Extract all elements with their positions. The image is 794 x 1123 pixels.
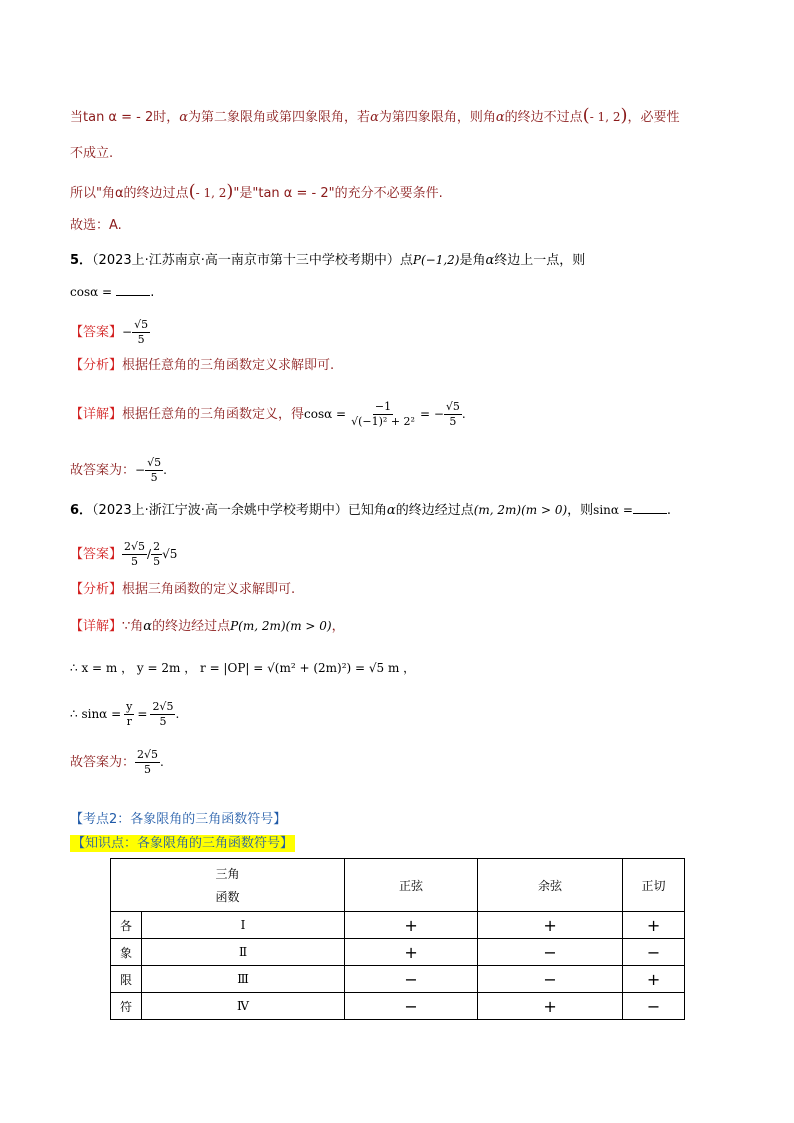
q5-stem xyxy=(70,250,585,271)
alpha-symbol: α xyxy=(485,253,495,268)
final-fraction xyxy=(145,456,163,485)
fraction-denominator: 5 xyxy=(449,415,457,428)
fraction-numerator: √5 xyxy=(445,400,460,413)
column-header-sine: 正弦 xyxy=(345,859,478,912)
column-header-cosine: 余弦 xyxy=(478,859,623,912)
answer-fraction xyxy=(132,318,150,347)
result-fraction xyxy=(444,400,462,429)
sign-cell: + xyxy=(478,912,623,939)
text-segment: 为第四象限角，则角 xyxy=(378,110,496,125)
q5-answer xyxy=(70,318,150,347)
alt-fraction xyxy=(151,540,162,569)
point-label: P(m, 2m)(m > 0) xyxy=(230,619,332,633)
detail-text: ∵角 xyxy=(122,619,144,634)
column-header-tangent: 正切 xyxy=(623,859,685,912)
y-over-r xyxy=(124,700,134,729)
sign-cell: − xyxy=(478,966,623,993)
sign-cell: − xyxy=(478,939,623,966)
corner-top-text: 三角 xyxy=(215,867,240,881)
sqrt5-tail: √5 xyxy=(162,547,178,561)
quadrant-label: Ⅰ xyxy=(142,912,345,939)
sign-cell: + xyxy=(345,939,478,966)
q5-detail: 【详解】根据任意角的三角函数定义，得cosα = $\frac{-1}{\text{√(−1)² + 2²}}$ = − $\frac{√5}{5}$ . xyxy=(70,400,466,428)
answer-tag: 【答案】 xyxy=(70,325,123,340)
cos-alpha-label: cosα = xyxy=(304,407,347,421)
table-row xyxy=(111,912,685,939)
answer-blank xyxy=(116,283,150,296)
choice-line: 故选：A. xyxy=(70,218,122,233)
sign-cell: − xyxy=(623,993,685,1020)
minus-sign: − xyxy=(122,325,133,339)
fraction-denominator: 5 xyxy=(150,471,158,484)
trig-sign-table xyxy=(110,858,685,1020)
sign-cell: − xyxy=(345,993,478,1020)
table-row xyxy=(111,993,685,1020)
fraction-denominator: √(−1)² + 2² xyxy=(351,415,415,428)
sin-alpha-label: ∴ sinα = xyxy=(70,707,122,721)
analysis-text: 根据三角函数的定义求解即可. xyxy=(122,582,296,597)
side-char: 符 xyxy=(111,993,142,1020)
continuation-line-3 xyxy=(70,182,443,204)
table-header-row xyxy=(111,859,685,912)
sign-cell: − xyxy=(345,966,478,993)
q6-step-2: ∴ sinα = $\frac{y}{r}$ = $\frac{2√5}{5}$ . xyxy=(70,700,180,728)
sign-cell: − xyxy=(623,939,685,966)
point-coordinates: - 1, 2 xyxy=(195,186,227,200)
table-corner-cell xyxy=(111,859,345,912)
q5-analysis xyxy=(70,356,334,376)
table-row xyxy=(111,939,685,966)
sign-cell: + xyxy=(623,966,685,993)
analysis-text: 根据任意角的三角函数定义求解即可. xyxy=(122,358,335,373)
fraction-denominator: 5 xyxy=(159,715,167,728)
alpha-symbol: α xyxy=(143,619,153,634)
fraction-denominator: 5 xyxy=(137,333,145,346)
fraction-numerator: 2√5 xyxy=(137,748,159,761)
fraction-numerator: 2√5 xyxy=(124,540,146,553)
analysis-tag: 【分析】 xyxy=(70,358,123,373)
paren-close: ) xyxy=(226,181,234,202)
quadrant-label: Ⅱ xyxy=(142,939,345,966)
answer-fraction xyxy=(122,540,147,569)
minus-sign: − xyxy=(135,463,146,477)
analysis-tag: 【分析】 xyxy=(70,582,123,597)
q6-step-1: ∴ x = m ， y = 2m ， r = |OP| = √(m² + (2m)²) = √5 m ， xyxy=(70,661,416,675)
side-char: 象 xyxy=(111,939,142,966)
table-row xyxy=(111,966,685,993)
result-fraction xyxy=(150,700,175,729)
question-source: （2023上·江苏南京·高一南京市第十三中学校考期中）点 xyxy=(92,253,413,268)
fraction-numerator: −1 xyxy=(374,400,392,413)
question-number: 6． xyxy=(70,503,93,518)
fraction-numerator: √5 xyxy=(134,318,149,331)
sin-alpha-label: sinα = xyxy=(593,503,633,517)
q5-ask xyxy=(70,282,154,303)
final-fraction xyxy=(135,748,160,777)
answer-blank xyxy=(633,501,667,514)
question-source: （2023上·浙江宁波·高一余姚中学校考期中）已知角 xyxy=(92,503,387,518)
side-char: 限 xyxy=(111,966,142,993)
detail-tag: 【详解】 xyxy=(70,407,123,422)
topic-heading: 【考点2：各象限角的三角函数符号】 xyxy=(70,812,287,827)
alpha-symbol: α xyxy=(495,110,505,125)
cos-alpha-label: cosα = xyxy=(70,285,113,299)
fraction-denominator: 5 xyxy=(131,555,139,568)
continuation-line-1 xyxy=(70,106,680,128)
final-label: 故答案为： xyxy=(70,463,136,478)
detail-fraction xyxy=(349,400,417,429)
quadrant-label: Ⅳ xyxy=(142,993,345,1020)
sign-cell: + xyxy=(623,912,685,939)
fraction-numerator: √5 xyxy=(147,456,162,469)
knowledge-heading xyxy=(70,834,295,854)
fraction-denominator: 5 xyxy=(153,555,161,568)
q6-detail xyxy=(70,616,345,637)
text-segment: ，则 xyxy=(567,503,594,518)
q6-final: 故答案为： $\frac{2√5}{5}$ . xyxy=(70,748,164,776)
paren-open: ( xyxy=(582,105,590,126)
point-label: (m, 2m)(m > 0) xyxy=(473,503,568,517)
point-label: P(−1,2) xyxy=(412,253,460,267)
corner-bottom-text: 函数 xyxy=(215,890,240,904)
q6-stem: 6．（2023上·浙江宁波·高一余姚中学校考期中）已知角α的终边经过点(m, 2m)(m > 0)，则sinα = . xyxy=(70,503,672,518)
final-label: 故答案为： xyxy=(70,755,136,770)
paren-open: ( xyxy=(188,181,196,202)
alpha-symbol: α xyxy=(370,110,379,125)
point-coordinates: - 1, 2 xyxy=(589,110,621,124)
q6-analysis xyxy=(70,580,295,600)
detail-tag: 【详解】 xyxy=(70,619,123,634)
text-segment: 为第二象限角或第四象限角，若 xyxy=(188,110,371,125)
q5-final: 故答案为：− $\frac{√5}{5}$ . xyxy=(70,456,167,484)
question-number: 5． xyxy=(70,253,93,268)
text-segment: 的终边不过点 xyxy=(504,110,583,125)
alpha-symbol: α xyxy=(179,110,189,125)
text-segment: 是角 xyxy=(459,253,486,268)
fraction-numerator: 2√5 xyxy=(152,700,174,713)
answer-tag: 【答案】 xyxy=(70,547,123,562)
fraction-numerator: 2 xyxy=(153,540,161,553)
fraction-denominator: r xyxy=(126,715,132,728)
paren-close: ) xyxy=(620,105,628,126)
sign-cell: + xyxy=(478,993,623,1020)
period: . xyxy=(150,285,155,300)
text-segment: 的终边经过点 xyxy=(395,503,474,518)
text-segment: 终边上一点，则 xyxy=(494,253,586,268)
fraction-denominator: 5 xyxy=(144,763,152,776)
text-segment: ，必要性 xyxy=(627,110,680,125)
sign-cell: + xyxy=(345,912,478,939)
text-segment: "是"tan α = - 2"的充分不必要条件. xyxy=(233,186,443,201)
text-segment: 当tan α = - 2时， xyxy=(70,110,180,125)
equals-sign: = xyxy=(137,707,148,721)
quadrant-label: Ⅲ xyxy=(142,966,345,993)
fraction-numerator: y xyxy=(126,700,133,713)
alpha-symbol: α xyxy=(386,503,396,518)
text-segment: 所以"角α的终边过点 xyxy=(70,186,189,201)
detail-text: 的终边经过点 xyxy=(152,619,231,634)
side-char: 各 xyxy=(111,912,142,939)
continuation-line-2: 不成立. xyxy=(70,146,114,161)
detail-text: 根据任意角的三角函数定义，得 xyxy=(122,407,305,422)
equals-minus: = − xyxy=(419,407,444,421)
knowledge-label: 【知识点：各象限角的三角函数符号】 xyxy=(72,836,294,851)
detail-text: ， xyxy=(331,619,345,634)
q6-answer: 【答案】 $\frac{2√5}{5}$ / $\frac{2}{5}$ √5 xyxy=(70,540,178,568)
